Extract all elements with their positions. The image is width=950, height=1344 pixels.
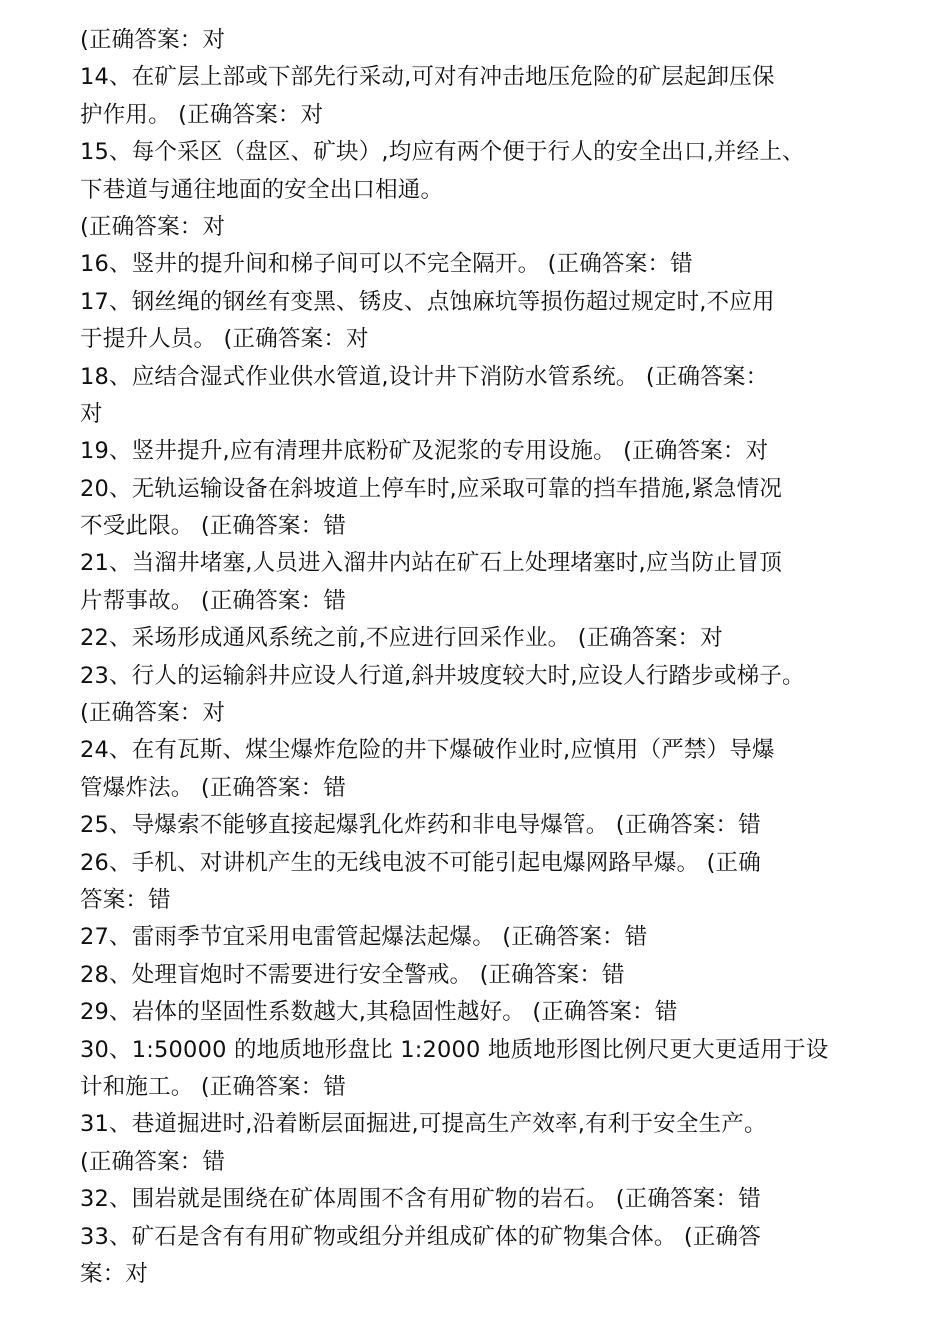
text-line: (正确答案：对 (80, 27, 226, 53)
text-line: 27、雷雨季节宜采用电雷管起爆法起爆。 (正确答案：错 (80, 924, 648, 951)
text-line: 14、在矿层上部或下部先行采动,可对有冲击地压危险的矿层起卸压保 (80, 64, 775, 91)
text-line: 30、1:50000 的地质地形盘比 1:2000 地质地形图比例尺更大更适用于设 (80, 1036, 829, 1063)
text-line: (正确答案：对 (80, 213, 226, 240)
text-line: 22、采场形成通风系统之前,不应进行回采作业。 (正确答案：对 (80, 625, 723, 652)
text-line: 20、无轨运输设备在斜坡道上停车时,应采取可靠的挡车措施,紧急情况 (80, 475, 783, 502)
text-line: 15、每个采区（盘区、矿块）,均应有两个便于行人的安全出口,并经上、 (80, 139, 805, 166)
text-line: 31、巷道掘进时,沿着断层面掘进,可提高生产效率,有利于安全生产。 (80, 1111, 767, 1138)
text-line: (正确答案：错 (80, 1148, 226, 1175)
text-line: 23、行人的运输斜井应设人行道,斜井坡度较大时,应设人行踏步或梯子。 (80, 662, 805, 689)
text-line: 片帮事故。 (正确答案：错 (80, 587, 347, 614)
text-line: (正确答案：对 (80, 700, 226, 727)
text-line: 案：对 (80, 1260, 149, 1287)
text-line: 管爆炸法。 (正确答案：错 (80, 774, 347, 801)
text-line: 32、围岩就是围绕在矿体周围不含有用矿物的岩石。 (正确答案：错 (80, 1186, 761, 1213)
text-line: 24、在有瓦斯、煤尘爆炸危险的井下爆破作业时,应慎用（严禁）导爆 (80, 737, 775, 764)
text-line: 25、导爆索不能够直接起爆乳化炸药和非电导爆管。 (正确答案：错 (80, 812, 761, 839)
text-line: 18、应结合湿式作业供水管道,设计井下消防水管系统。 (正确答案： (80, 363, 769, 390)
text-line: 下巷道与通往地面的安全出口相通。 (80, 176, 444, 203)
text-line: 28、处理盲炮时不需要进行安全警戒。 (正确答案：错 (80, 961, 625, 988)
text-line: 于提升人员。 (正确答案：对 (80, 326, 369, 353)
text-line: 26、手机、对讲机产生的无线电波不可能引起电爆网路早爆。 (正确 (80, 849, 761, 876)
text-line: 33、矿石是含有有用矿物或组分并组成矿体的矿物集合体。 (正确答 (80, 1223, 761, 1250)
text-line: 护作用。 (正确答案：对 (80, 101, 324, 128)
text-line: 对 (80, 400, 103, 427)
text-line: 21、当溜井堵塞,人员进入溜井内站在矿石上处理堵塞时,应当防止冒顶 (80, 550, 783, 577)
text-line: 答案：错 (80, 886, 171, 913)
text-line: 不受此限。 (正确答案：错 (80, 513, 347, 540)
document-body (80, 22, 880, 1293)
text-line: 29、岩体的坚固性系数越大,其稳固性越好。 (正确答案：错 (80, 999, 678, 1026)
text-line: 16、竖井的提升间和梯子间可以不完全隔开。 (正确答案：错 (80, 251, 693, 278)
text-line: 19、竖井提升,应有清理井底粉矿及泥浆的专用设施。 (正确答案：对 (80, 438, 769, 465)
text-line: 计和施工。 (正确答案：错 (80, 1073, 347, 1100)
text-line: 17、钢丝绳的钢丝有变黑、锈皮、点蚀麻坑等损伤超过规定时,不应用 (80, 288, 775, 315)
